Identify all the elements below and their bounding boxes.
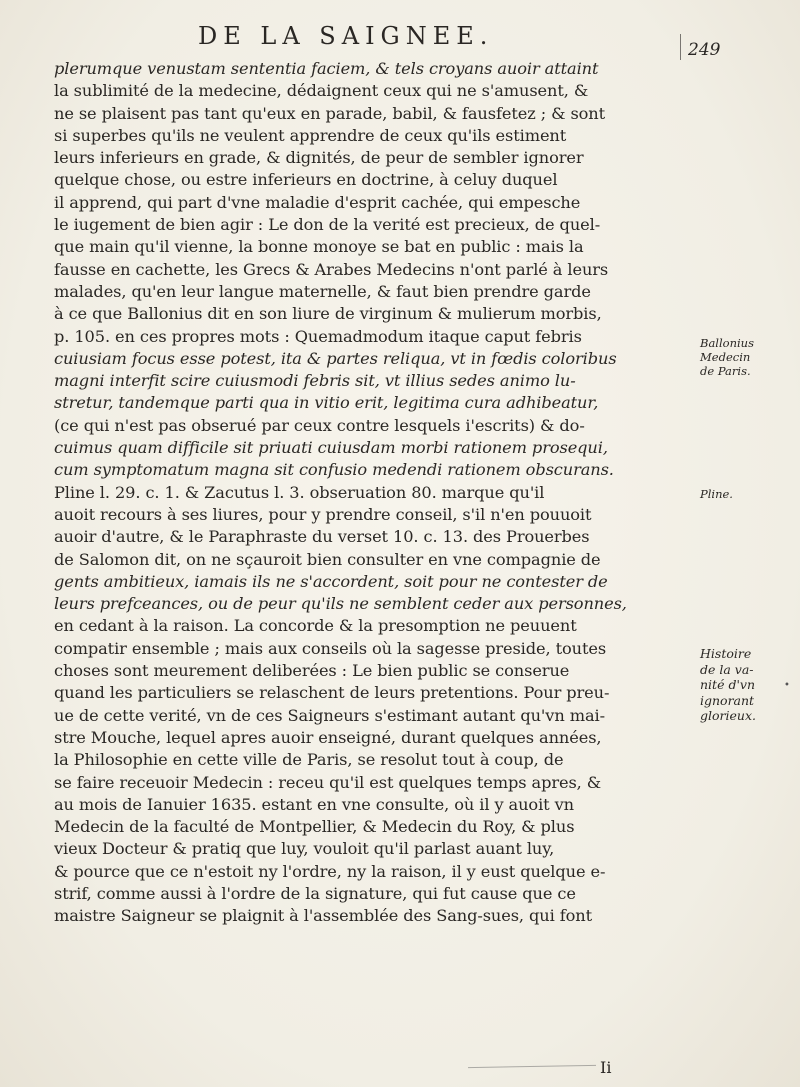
margin-note-line: de Paris. [700, 364, 751, 378]
text-line: si superbes qu'ils ne veulent apprendre de ceux qu'ils estiment [54, 125, 567, 145]
text-line: choses sont meurement deliberées : Le bien public se conserue [54, 661, 570, 681]
text-line: la Philosophie en cette ville de Paris, se resolut tout à coup, de [54, 750, 564, 770]
text-line: ne se plaisent pas tant qu'eux en parade, babil, & fausfetez ; & sont [54, 103, 606, 123]
margin-note-line: ignorant [700, 692, 755, 708]
text-line: Medecin de la faculté de Montpellier, & Medecin du Roy, & plus [54, 817, 575, 837]
text-line: la sublimité de la medecine, dédaignent ceux qui ne s'amusent, & [54, 81, 589, 101]
text-line: au mois de Ianuier 1635. estant en vne consulte, où il y auoit vn [54, 794, 574, 814]
margin-note-histoire [700, 646, 798, 724]
running-title: DE LA SAIGNEE. [198, 22, 494, 50]
text-line: il apprend, qui part d'vne maladie d'esprit cachée, qui empesche [54, 192, 581, 212]
text-line: maistre Saigneur se plaignit à l'assemblée des Sang-sues, qui font [54, 906, 593, 926]
text-line: le iugement de bien agir : Le don de la verité est precieux, de quel- [54, 215, 601, 235]
text-line: ue de cette verité, vn de ces Saigneurs s'estimant autant qu'vn mai- [54, 705, 605, 725]
text-line: auoit recours à ses liures, pour y prendre conseil, s'il n'en pouuoit [54, 504, 592, 524]
text-line: que main qu'il vienne, la bonne monoye se bat en public : mais la [54, 237, 584, 257]
text-line: stre Mouche, lequel apres auoir enseigné, durant quelques années, [54, 727, 602, 747]
margin-note-line: Medecin [700, 350, 751, 364]
body-text [54, 58, 694, 928]
text-line: quand les particuliers se relaschent de leurs pretentions. Pour preu- [54, 683, 610, 703]
margin-note-line: de la va- [700, 661, 754, 677]
text-line: auoir d'autre, & le Paraphraste du verset 10. c. 13. des Prouerbes [54, 527, 590, 547]
margin-note-ballonius [700, 336, 798, 378]
text-line: magni interfit scire cuiusmodi febris sit, vt illius sedes animo lu- [54, 371, 576, 391]
text-line: fausse en cachette, les Grecs & Arabes Medecins n'ont parlé à leurs [54, 259, 609, 279]
text-line: se faire receuoir Medecin : receu qu'il est quelques temps apres, & [54, 772, 602, 792]
text-line: cum symptomatum magna sit confusio medendi rationem obscurans. [54, 460, 614, 480]
margin-note-line: Histoire [700, 646, 752, 661]
text-line: vieux Docteur & pratiq que luy, vouloit qu'il parlast auant luy, [54, 839, 555, 859]
text-line: cuiusiam focus esse potest, ita & partes reliqua, vt in fœdis coloribus [54, 348, 617, 368]
text-line: strif, comme aussi à l'ordre de la signature, qui fut cause que ce [54, 883, 576, 903]
text-line: (ce qui n'est pas obserué par ceux contre lesquels i'escrits) & do- [54, 415, 585, 435]
text-line: p. 105. en ces propres mots : Quemadmodum itaque caput febris [54, 326, 582, 346]
text-line: gents ambitieux, iamais ils ne s'accordent, soit pour ne contester de [54, 571, 608, 591]
text-line: cuimus quam difficile sit priuati cuiusdam morbi rationem prosequi, [54, 438, 608, 458]
text-line: & pource que ce n'estoit ny l'ordre, ny la raison, il y eust quelque e- [54, 861, 606, 881]
text-line: Pline l. 29. c. 1. & Zacutus l. 3. obseruation 80. marque qu'il [54, 482, 545, 502]
margin-note-line: Pline. [700, 487, 733, 501]
text-line: quelque chose, ou estre inferieurs en doctrine, à celuy duquel [54, 170, 558, 190]
text-line: stretur, tandemque parti qua in vitio erit, legitima cura adhibeatur, [54, 393, 599, 413]
margin-note-line: nité d'vn [700, 677, 755, 692]
page-number: 249 [688, 40, 721, 60]
header-ink-mark [680, 34, 681, 60]
text-line: à ce que Ballonius dit en son liure de virginum & mulierum morbis, [54, 304, 602, 324]
text-line: plerumque venustam sententia faciem, & tels croyans auoir attaint [54, 59, 599, 78]
text-line: leurs prefceances, ou de peur qu'ils ne semblent ceder aux personnes, [54, 594, 627, 614]
ink-rule [468, 1065, 596, 1068]
stray-ink-mark: • [784, 680, 790, 691]
text-line: malades, qu'en leur langue maternelle, & faut bien prendre garde [54, 281, 591, 301]
margin-note-pline [700, 487, 798, 501]
text-line: de Salomon dit, on ne sçauroit bien consulter en vne compagnie de [54, 549, 601, 569]
margin-note-line: glorieux. [700, 708, 756, 723]
text-line: compatir ensemble ; mais aux conseils où la sagesse preside, toutes [54, 638, 607, 658]
text-line: leurs inferieurs en grade, & dignités, de peur de sembler ignorer [54, 148, 584, 168]
text-line: en cedant à la raison. La concorde & la presomption ne peuuent [54, 616, 577, 636]
margin-note-line: Ballonius [700, 336, 754, 350]
catchword: Ii [600, 1058, 612, 1077]
